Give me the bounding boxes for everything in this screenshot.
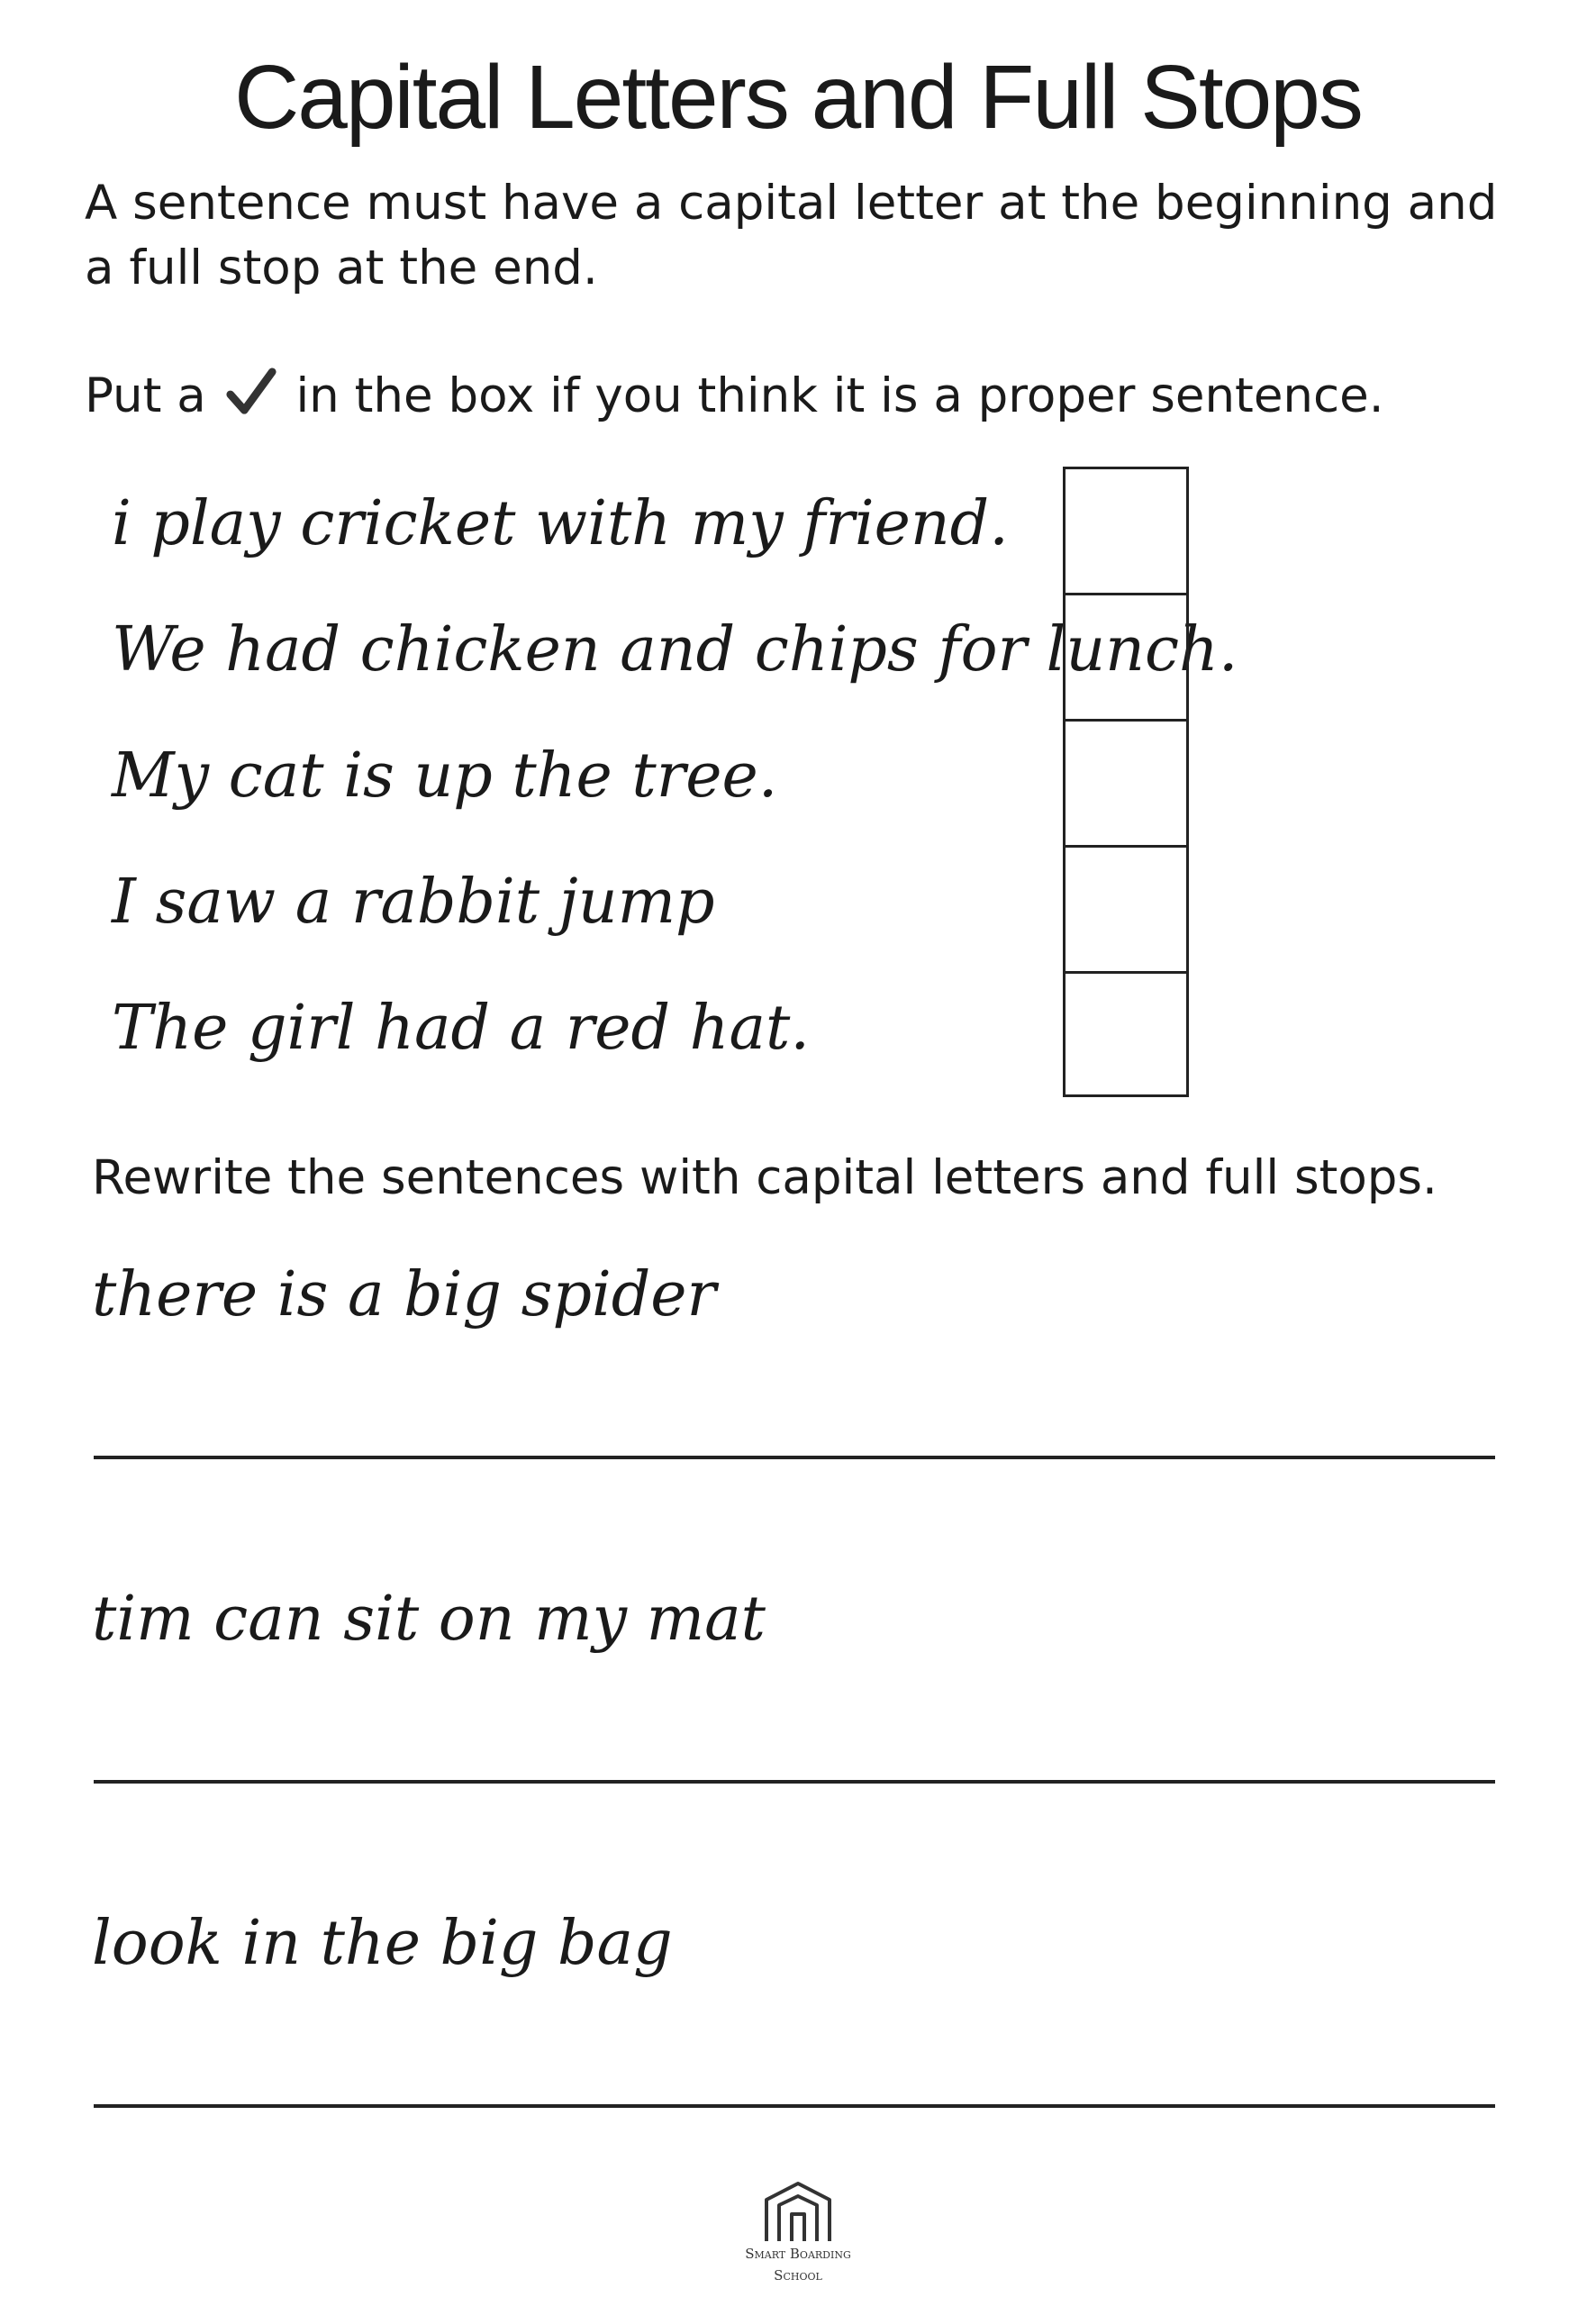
checkbox-sentence-2[interactable] (1066, 595, 1186, 722)
building-logo-icon (759, 2178, 837, 2243)
rewrite-prompt-1: there is a big spider (92, 1259, 717, 1330)
page-title: Capital Letters and Full Stops (234, 47, 1362, 148)
checkbox-column (1063, 467, 1189, 1097)
answer-line-1[interactable] (94, 1456, 1495, 1459)
instruction-after: in the box if you think it is a proper sentence. (295, 368, 1384, 423)
check-icon (225, 367, 277, 419)
logo-name-line-1: Smart Boarding (745, 2246, 851, 2262)
rewrite-prompt-2: tim can sit on my mat (92, 1584, 766, 1655)
sentence-1: i play cricket with my friend. (112, 488, 1009, 559)
checkbox-sentence-1[interactable] (1066, 469, 1186, 595)
logo-name-line-2: School (774, 2267, 822, 2283)
sentence-2: We had chicken and chips for lunch. (112, 614, 1238, 685)
tick-instruction (85, 364, 1384, 429)
checkbox-sentence-5[interactable] (1066, 974, 1186, 1100)
intro-text (85, 171, 1526, 301)
sentence-3: My cat is up the tree. (112, 740, 778, 812)
sentence-4: I saw a rabbit jump (112, 867, 715, 938)
answer-line-2[interactable] (94, 1780, 1495, 1784)
checkbox-sentence-4[interactable] (1066, 848, 1186, 974)
rewrite-instruction: Rewrite the sentences with capital letters and full stops. (92, 1150, 1437, 1205)
school-logo (708, 2178, 888, 2286)
checkbox-sentence-3[interactable] (1066, 722, 1186, 848)
sentence-5: The girl had a red hat. (112, 993, 810, 1064)
intro-line-2: a full stop at the end. (85, 241, 598, 295)
answer-line-3[interactable] (94, 2104, 1495, 2108)
rewrite-prompt-3: look in the big bag (92, 1908, 673, 1979)
instruction-before: Put a (85, 368, 206, 423)
intro-line-1: A sentence must have a capital letter at the beginning and (85, 176, 1498, 231)
